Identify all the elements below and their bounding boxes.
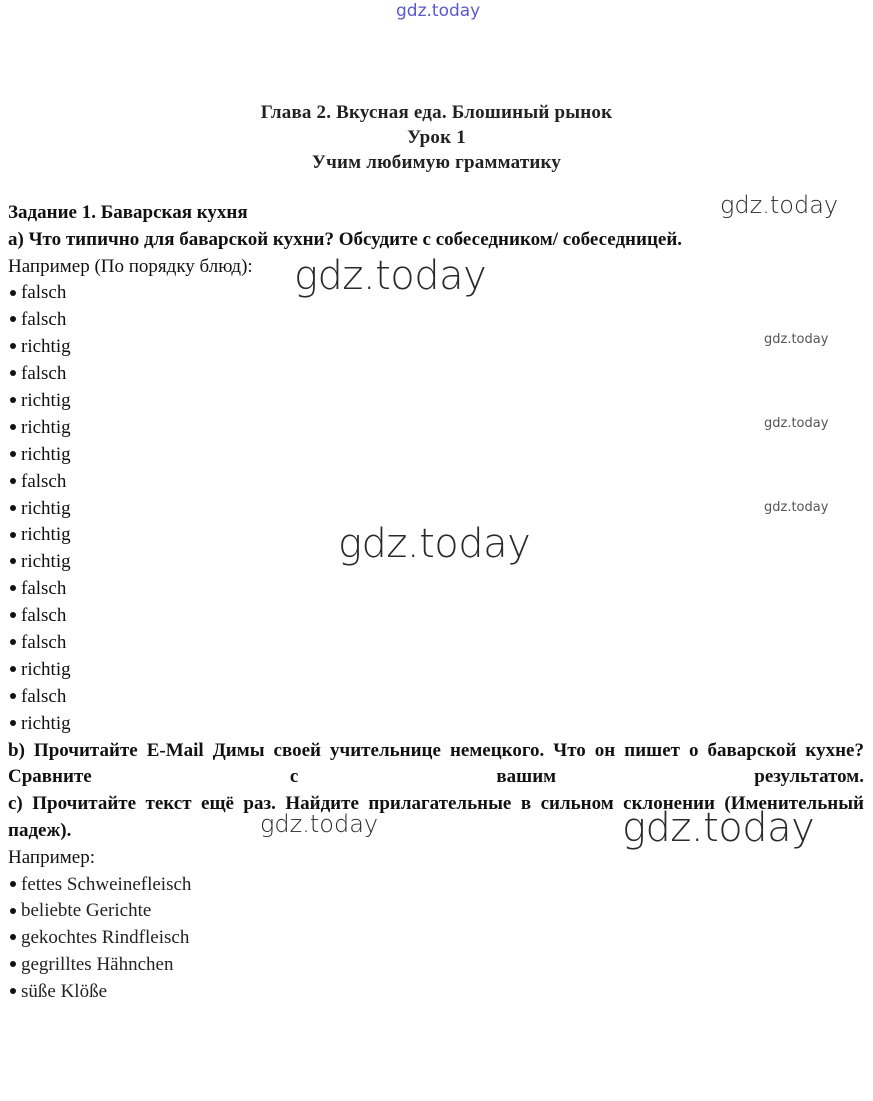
answer-item-text: richtig bbox=[21, 658, 71, 680]
answer-item-text: richtig bbox=[21, 443, 71, 465]
answer-item-text: falsch bbox=[21, 282, 67, 304]
bullet-icon bbox=[10, 988, 16, 994]
answer-item bbox=[8, 388, 864, 415]
answer-item-text: falsch bbox=[21, 605, 67, 627]
example-list bbox=[8, 872, 864, 1006]
answer-item-text: richtig bbox=[21, 712, 71, 734]
bullet-icon bbox=[10, 612, 16, 618]
bullet-icon bbox=[10, 316, 16, 322]
watermark: gdz.today bbox=[338, 521, 531, 567]
bullet-icon bbox=[10, 961, 16, 967]
bullet-icon bbox=[10, 908, 16, 914]
answer-item-text: richtig bbox=[21, 389, 71, 411]
bullet-icon bbox=[10, 370, 16, 376]
answer-item-text: falsch bbox=[21, 631, 67, 653]
watermark: gdz.today bbox=[260, 810, 379, 838]
watermark: gdz.today bbox=[764, 332, 829, 347]
answer-item bbox=[8, 496, 864, 523]
bullet-icon bbox=[10, 478, 16, 484]
bullet-icon bbox=[10, 505, 16, 511]
answer-item bbox=[8, 334, 864, 361]
bullet-icon bbox=[10, 934, 16, 940]
example-item bbox=[8, 979, 864, 1006]
bullet-icon bbox=[10, 585, 16, 591]
answer-item bbox=[8, 469, 864, 496]
bullet-icon bbox=[10, 424, 16, 430]
example-item-text: fettes Schweinefleisch bbox=[21, 873, 192, 895]
task-part-b: b) Прочитайте E-Mail Димы своей учительнице немецкого. Что он пишет о баварской кухне? Сравните с вашим результатом. bbox=[8, 739, 864, 788]
bullet-icon bbox=[10, 451, 16, 457]
watermark-top: gdz.today bbox=[396, 1, 481, 21]
answer-item-text: richtig bbox=[21, 497, 71, 519]
answer-item-text: falsch bbox=[21, 578, 67, 600]
watermark: gdz.today bbox=[764, 500, 829, 515]
answer-item bbox=[8, 307, 864, 334]
answer-item bbox=[8, 576, 864, 603]
task-title: Задание 1. Баварская кухня bbox=[8, 202, 248, 223]
answer-item-text: falsch bbox=[21, 309, 67, 331]
answer-item-text: richtig bbox=[21, 551, 71, 573]
watermark: gdz.today bbox=[720, 191, 839, 219]
bullet-icon bbox=[10, 290, 16, 296]
answer-item bbox=[8, 442, 864, 469]
lesson-title: Урок 1 bbox=[407, 127, 466, 148]
answer-item-text: richtig bbox=[21, 336, 71, 358]
example-item bbox=[8, 872, 864, 899]
chapter-title: Глава 2. Вкусная еда. Блошиный рынок bbox=[260, 102, 613, 123]
answer-item-text: falsch bbox=[21, 470, 67, 492]
answer-item-text: richtig bbox=[21, 524, 71, 546]
answer-item-text: falsch bbox=[21, 363, 67, 385]
bullet-icon bbox=[10, 532, 16, 538]
example-item bbox=[8, 952, 864, 979]
answer-item bbox=[8, 603, 864, 630]
bullet-icon bbox=[10, 693, 16, 699]
example-item-text: gegrilltes Hähnchen bbox=[21, 954, 174, 976]
example-item-text: beliebte Gerichte bbox=[21, 900, 152, 922]
example-item-text: gekochtes Rindfleisch bbox=[21, 927, 190, 949]
watermark: gdz.today bbox=[622, 805, 815, 851]
answer-list bbox=[8, 280, 864, 737]
answer-item bbox=[8, 657, 864, 684]
answer-item bbox=[8, 684, 864, 711]
example-intro: Например (По порядку блюд): bbox=[8, 255, 253, 277]
example-intro-c: Например: bbox=[8, 846, 95, 868]
watermark: gdz.today bbox=[294, 253, 487, 299]
bullet-icon bbox=[10, 881, 16, 887]
example-item bbox=[8, 925, 864, 952]
bullet-icon bbox=[10, 639, 16, 645]
answer-item bbox=[8, 630, 864, 657]
bullet-icon bbox=[10, 558, 16, 564]
answer-item bbox=[8, 711, 864, 738]
bullet-icon bbox=[10, 666, 16, 672]
answer-item bbox=[8, 361, 864, 388]
task-content bbox=[8, 200, 864, 1006]
page-header bbox=[0, 100, 873, 175]
bullet-icon bbox=[10, 397, 16, 403]
lesson-subtitle: Учим любимую грамматику bbox=[311, 152, 562, 173]
answer-item-text: falsch bbox=[21, 685, 67, 707]
task-part-a: а) Что типично для баварской кухни? Обсудите с собеседником/ собеседницей. bbox=[8, 228, 683, 250]
bullet-icon bbox=[10, 720, 16, 726]
answer-item bbox=[8, 415, 864, 442]
bullet-icon bbox=[10, 343, 16, 349]
example-item bbox=[8, 898, 864, 925]
example-item-text: süße Klöße bbox=[21, 981, 108, 1003]
watermark: gdz.today bbox=[764, 416, 829, 431]
answer-item-text: richtig bbox=[21, 416, 71, 438]
task-part-c: c) Прочитайте текст ещё раз. Найдите прилагательные в сильном склонении (Именительный падеж). bbox=[8, 793, 864, 841]
